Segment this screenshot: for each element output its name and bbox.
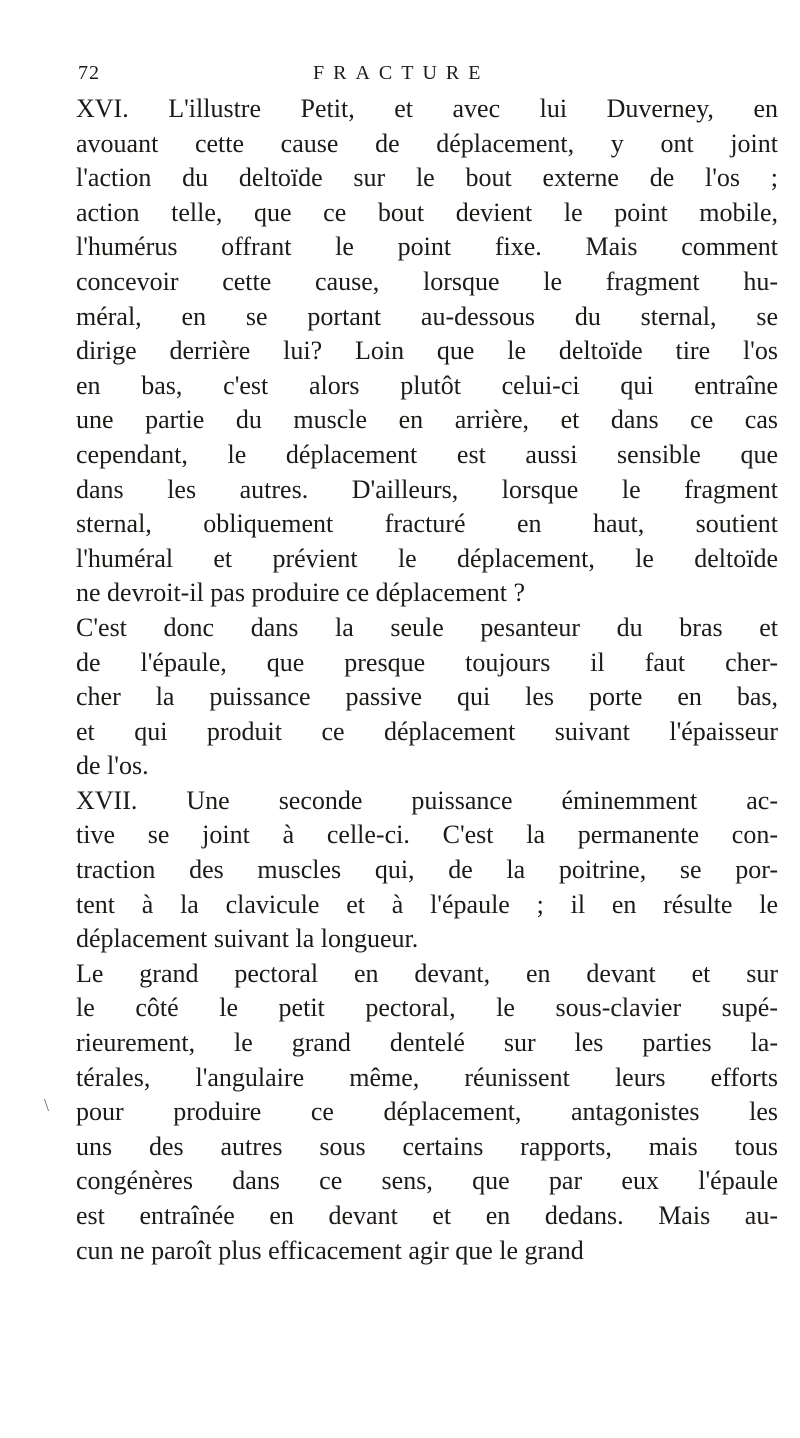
text-line: cependant, le déplacement est aussi sensible que [76, 439, 778, 469]
text-line: l'huméral et prévient le déplacement, le deltoïde [76, 543, 778, 573]
text-line: est entraînée en devant et en dedans. Mais au- [76, 1201, 778, 1230]
text-line: et qui produit ce déplacement suivant l'épaisseur [76, 716, 778, 746]
text-line: rieurement, le grand dentelé sur les parties la- [76, 1028, 778, 1058]
text-line: cun ne paroît plus efficacement agir que le grand [76, 1235, 584, 1265]
text-line: méral, en se portant au-dessous du sternal, se [76, 301, 778, 331]
text-line: l'humérus offrant le point fixe. Mais comment [76, 232, 778, 262]
text-line: XVI. L'illustre Petit, et avec lui Duverney, en [76, 94, 778, 123]
text-line: C'est donc dans la seule pesanteur du bras et [76, 612, 778, 642]
text-line: en bas, c'est alors plutôt celui-ci qui entraîne [76, 370, 778, 400]
text-line: uns des autres sous certains rapports, mais tous [76, 1131, 778, 1161]
body-text [76, 92, 778, 1268]
running-head: FRACTURE [313, 62, 490, 84]
text-line: Le grand pectoral en devant, en devant et sur [76, 958, 778, 988]
text-line: le côté le petit pectoral, le sous-clavier supé- [76, 993, 778, 1023]
text-line: dirige derrière lui? Loin que le deltoïde tire l'os [76, 336, 778, 366]
text-line: congénères dans ce sens, que par eux l'épaule [76, 1166, 778, 1196]
text-line: tent à la clavicule et à l'épaule ; il en résulte le [76, 889, 778, 919]
text-line: térales, l'angulaire même, réunissent leurs efforts [76, 1062, 778, 1092]
text-line: ne devroit-il pas produire ce déplacement ? [76, 578, 526, 608]
text-line: traction des muscles qui, de la poitrine, se por- [76, 855, 778, 885]
text-line: XVII. Une seconde puissance éminemment ac- [76, 785, 778, 815]
text-line: dans les autres. D'ailleurs, lorsque le fragment [76, 474, 778, 504]
text-line: déplacement suivant la longueur. [76, 924, 419, 954]
text-line: avouant cette cause de déplacement, y ont joint [76, 128, 778, 158]
text-line: de l'os. [76, 751, 149, 781]
page-number: 72 [78, 62, 100, 84]
text-line: l'action du deltoïde sur le bout externe de l'os ; [76, 163, 778, 193]
text-line: pour produire ce déplacement, antagonistes les [76, 1097, 778, 1127]
text-line: une partie du muscle en arrière, et dans ce cas [76, 405, 778, 435]
text-line: sternal, obliquement fracturé en haut, soutient [76, 509, 778, 539]
margin-mark: \ [44, 1095, 50, 1115]
text-line: tive se joint à celle-ci. C'est la permanente con- [76, 820, 778, 850]
text-line: concevoir cette cause, lorsque le fragment hu- [76, 266, 778, 296]
text-line: action telle, que ce bout devient le point mobile, [76, 197, 778, 227]
page-header [78, 62, 778, 92]
text-line: cher la puissance passive qui les porte en bas, [76, 682, 778, 712]
text-line: de l'épaule, que presque toujours il faut cher- [76, 647, 778, 677]
